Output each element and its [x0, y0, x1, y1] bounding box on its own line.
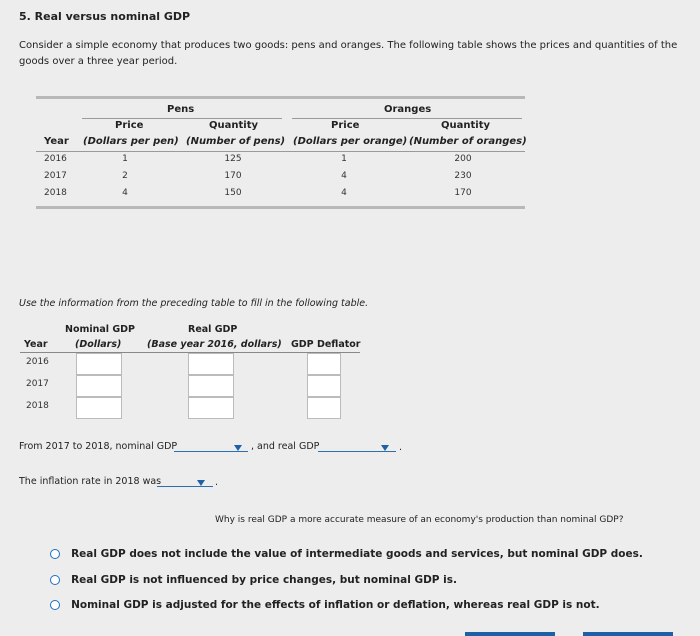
row-orange-price: 4 [341, 188, 347, 198]
deflator-2017-input[interactable] [307, 375, 341, 397]
real-gdp-2017-input[interactable] [188, 375, 234, 397]
mc-option-3[interactable] [50, 594, 600, 613]
nominal-change-prefix: From 2017 to 2018, nominal GDP [19, 441, 178, 452]
deflator-2018-input[interactable] [307, 397, 341, 419]
col-real-gdp: Real GDP [188, 324, 238, 335]
real-gdp-2016-input[interactable] [188, 353, 234, 375]
row-year: 2017 [44, 171, 67, 181]
radio-button[interactable] [50, 600, 60, 610]
group-header-pens: Pens [167, 104, 195, 115]
row-orange-price: 1 [341, 154, 347, 164]
mc-option-label: Real GDP does not include the value of intermediate goods and services, but nominal GDP does. [71, 547, 643, 560]
nominal-gdp-2016-input[interactable] [76, 353, 122, 375]
table-bottom-rule [36, 206, 525, 209]
row-pen-qty: 150 [224, 188, 242, 198]
nominal-gdp-2017-input[interactable] [76, 375, 122, 397]
question-title: 5. Real versus nominal GDP [19, 10, 191, 23]
deflator-2016-input[interactable] [307, 353, 341, 375]
bottom-button-edge[interactable] [465, 632, 555, 636]
nominal-gdp-2018-input[interactable] [76, 397, 122, 419]
col-orange-price-unit: (Dollars per orange) [293, 136, 408, 147]
row-orange-qty: 230 [454, 171, 472, 181]
col-nominal-unit: (Dollars) [75, 339, 122, 350]
fill-instruction: Use the information from the preceding table to fill in the following table. [19, 298, 369, 309]
chevron-down-icon [197, 480, 205, 486]
chevron-down-icon [381, 445, 389, 451]
row-pen-price: 4 [122, 188, 128, 198]
inflation-rate-prefix: The inflation rate in 2018 was [19, 476, 162, 487]
real-gdp-2018-input[interactable] [188, 397, 234, 419]
col-year: Year [44, 136, 69, 147]
row-orange-price: 4 [341, 171, 347, 181]
oranges-group-rule [292, 118, 522, 119]
col-pen-qty: Quantity [209, 120, 258, 131]
col-orange-qty: Quantity [441, 120, 490, 131]
col-year: Year [24, 339, 48, 350]
col-pen-price-unit: (Dollars per pen) [83, 136, 179, 147]
row-orange-qty: 200 [454, 154, 472, 164]
table-top-rule [36, 96, 525, 99]
row-pen-qty: 125 [224, 154, 242, 164]
radio-button[interactable] [50, 549, 60, 559]
real-change-prefix: , and real GDP [251, 441, 320, 452]
row-pen-qty: 170 [224, 171, 242, 181]
row-year-2018: 2018 [26, 401, 49, 411]
col-orange-price: Price [331, 120, 360, 131]
col-orange-qty-unit: (Number of oranges) [409, 136, 527, 147]
sentence2-period: . [215, 477, 219, 488]
radio-button[interactable] [50, 575, 60, 585]
pens-group-rule [82, 118, 282, 119]
row-year: 2016 [44, 154, 67, 164]
row-year-2016: 2016 [26, 357, 49, 367]
group-header-oranges: Oranges [384, 104, 432, 115]
mc-option-1[interactable] [50, 543, 643, 562]
bottom-button-edge[interactable] [583, 632, 673, 636]
col-real-unit: (Base year 2016, dollars) [147, 339, 282, 350]
col-pen-price: Price [115, 120, 144, 131]
nominal-change-dropdown[interactable] [174, 441, 248, 452]
row-pen-price: 1 [122, 154, 128, 164]
inflation-rate-dropdown[interactable] [157, 476, 213, 487]
header-rule [36, 151, 525, 152]
mc-option-label: Real GDP is not influenced by price changes, but nominal GDP is. [71, 573, 457, 586]
mc-question: Why is real GDP a more accurate measure of an economy's production than nominal GDP? [215, 515, 624, 525]
row-orange-qty: 170 [454, 188, 472, 198]
row-pen-price: 2 [122, 171, 128, 181]
real-change-dropdown[interactable] [318, 441, 396, 452]
col-gdp-deflator: GDP Deflator [291, 339, 361, 350]
row-year: 2018 [44, 188, 67, 198]
mc-option-2[interactable] [50, 569, 457, 588]
chevron-down-icon [234, 445, 242, 451]
sentence1-period: . [399, 442, 403, 453]
mc-option-label: Nominal GDP is adjusted for the effects of inflation or deflation, whereas real GDP is not. [71, 598, 600, 611]
question-intro: Consider a simple economy that produces two goods: pens and oranges. The following table shows the prices and quantities of the goods over a three year period. [19, 40, 678, 67]
col-pen-qty-unit: (Number of pens) [186, 136, 286, 147]
row-year-2017: 2017 [26, 379, 49, 389]
col-nominal-gdp: Nominal GDP [65, 324, 136, 335]
